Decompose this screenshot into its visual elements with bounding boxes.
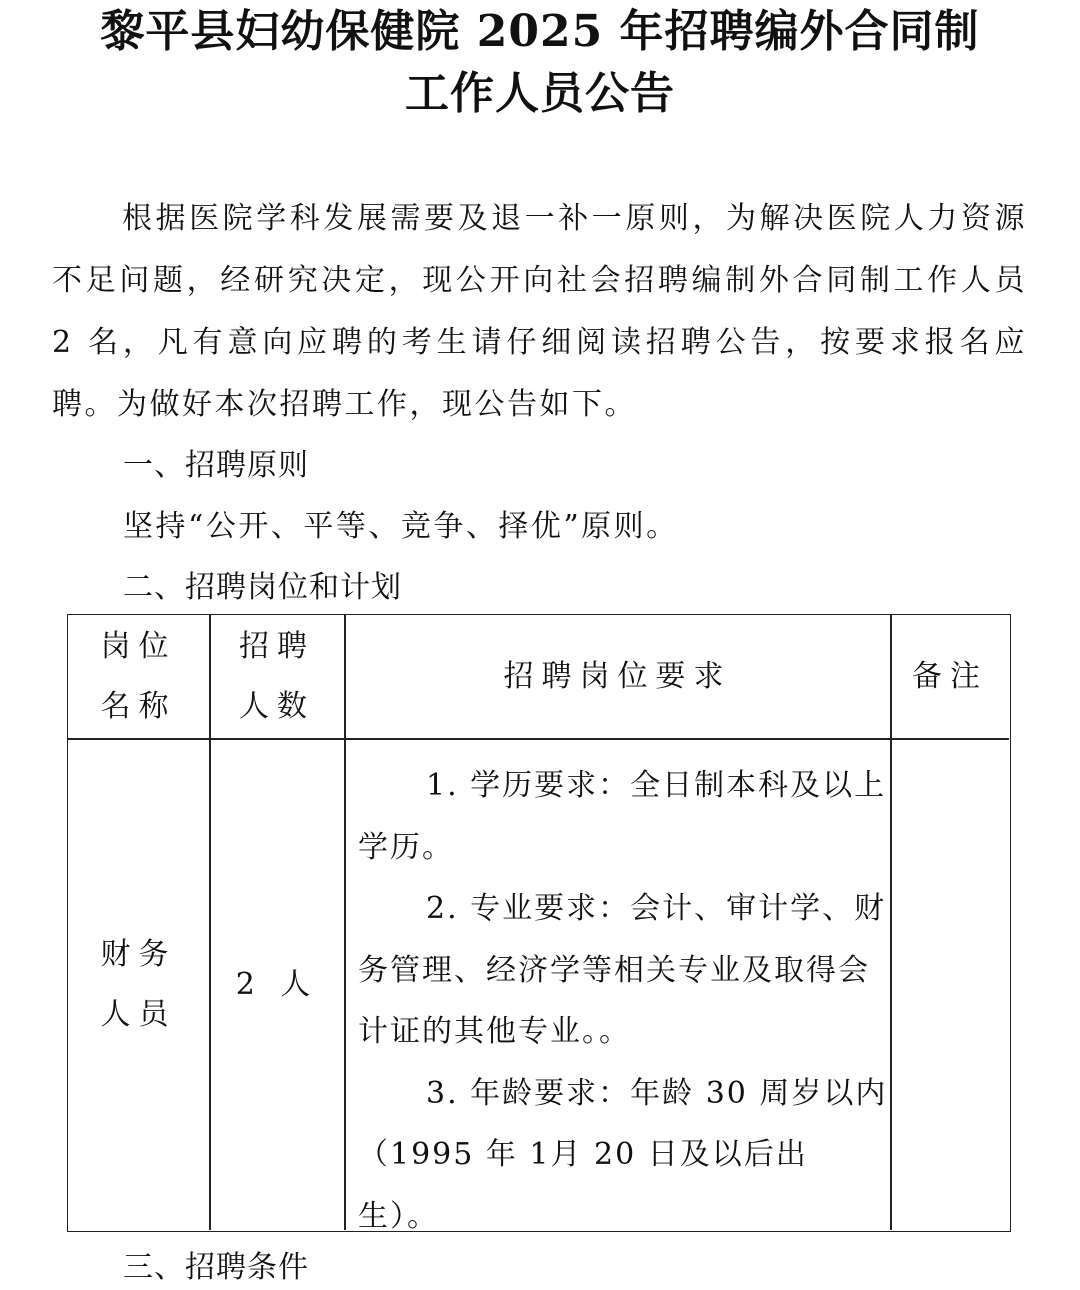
header-requirements-label: 招聘岗位要求 bbox=[503, 658, 732, 694]
section-2-heading: 二、招聘岗位和计划 bbox=[123, 570, 402, 605]
header-position-line-1: 岗位 bbox=[100, 628, 177, 664]
row-count-value: 2 人 bbox=[235, 966, 319, 1002]
header-hire-count bbox=[210, 615, 344, 738]
requirement-age: 3. 年龄要求：年龄 30 周岁以内（1995 年 1月 20 日及以后出生）。 bbox=[358, 1075, 888, 1234]
intro-paragraph: 根据医院学科发展需要及退一补一原则，为解决医院人力资源不足问题，经研究决定，现公开向社会招聘编制外合同制工作人员 2 名，凡有意向应聘的考生请仔细阅读招聘公告，按要求报名应聘。为做好本次招聘工作，现公告如下。 bbox=[52, 201, 1027, 422]
section-3-heading: 三、招聘条件 bbox=[123, 1250, 309, 1285]
row-position-line-2: 人员 bbox=[100, 996, 177, 1032]
header-requirements bbox=[345, 615, 890, 738]
header-notes bbox=[891, 615, 1009, 738]
recruitment-table bbox=[67, 614, 1011, 1232]
header-count-line-1: 招聘 bbox=[239, 628, 315, 664]
document-title-line-2: 工作人员公告 bbox=[405, 68, 675, 119]
row-notes bbox=[891, 739, 1009, 1230]
header-position-line-2: 名称 bbox=[100, 688, 177, 724]
row-position-name bbox=[68, 739, 209, 1230]
header-position-name bbox=[68, 615, 209, 738]
document-title-line-1: 黎平县妇幼保健院 2025 年招聘编外合同制 bbox=[100, 6, 980, 57]
header-count-line-2: 人数 bbox=[239, 688, 315, 724]
header-notes-label: 备注 bbox=[912, 658, 988, 694]
row-hire-count bbox=[210, 739, 344, 1230]
requirement-education: 1. 学历要求：全日制本科及以上学历。 bbox=[358, 768, 887, 865]
section-1-heading: 一、招聘原则 bbox=[123, 448, 309, 483]
requirement-major: 2. 专业要求：会计、审计学、财务管理、经济学等相关专业及取得会计证的其他专业。。 bbox=[358, 891, 887, 1049]
row-position-line-1: 财务 bbox=[100, 936, 177, 972]
row-requirements bbox=[358, 755, 888, 1247]
section-1-body: 坚持“公开、平等、竞争、择优”原则。 bbox=[123, 509, 679, 544]
